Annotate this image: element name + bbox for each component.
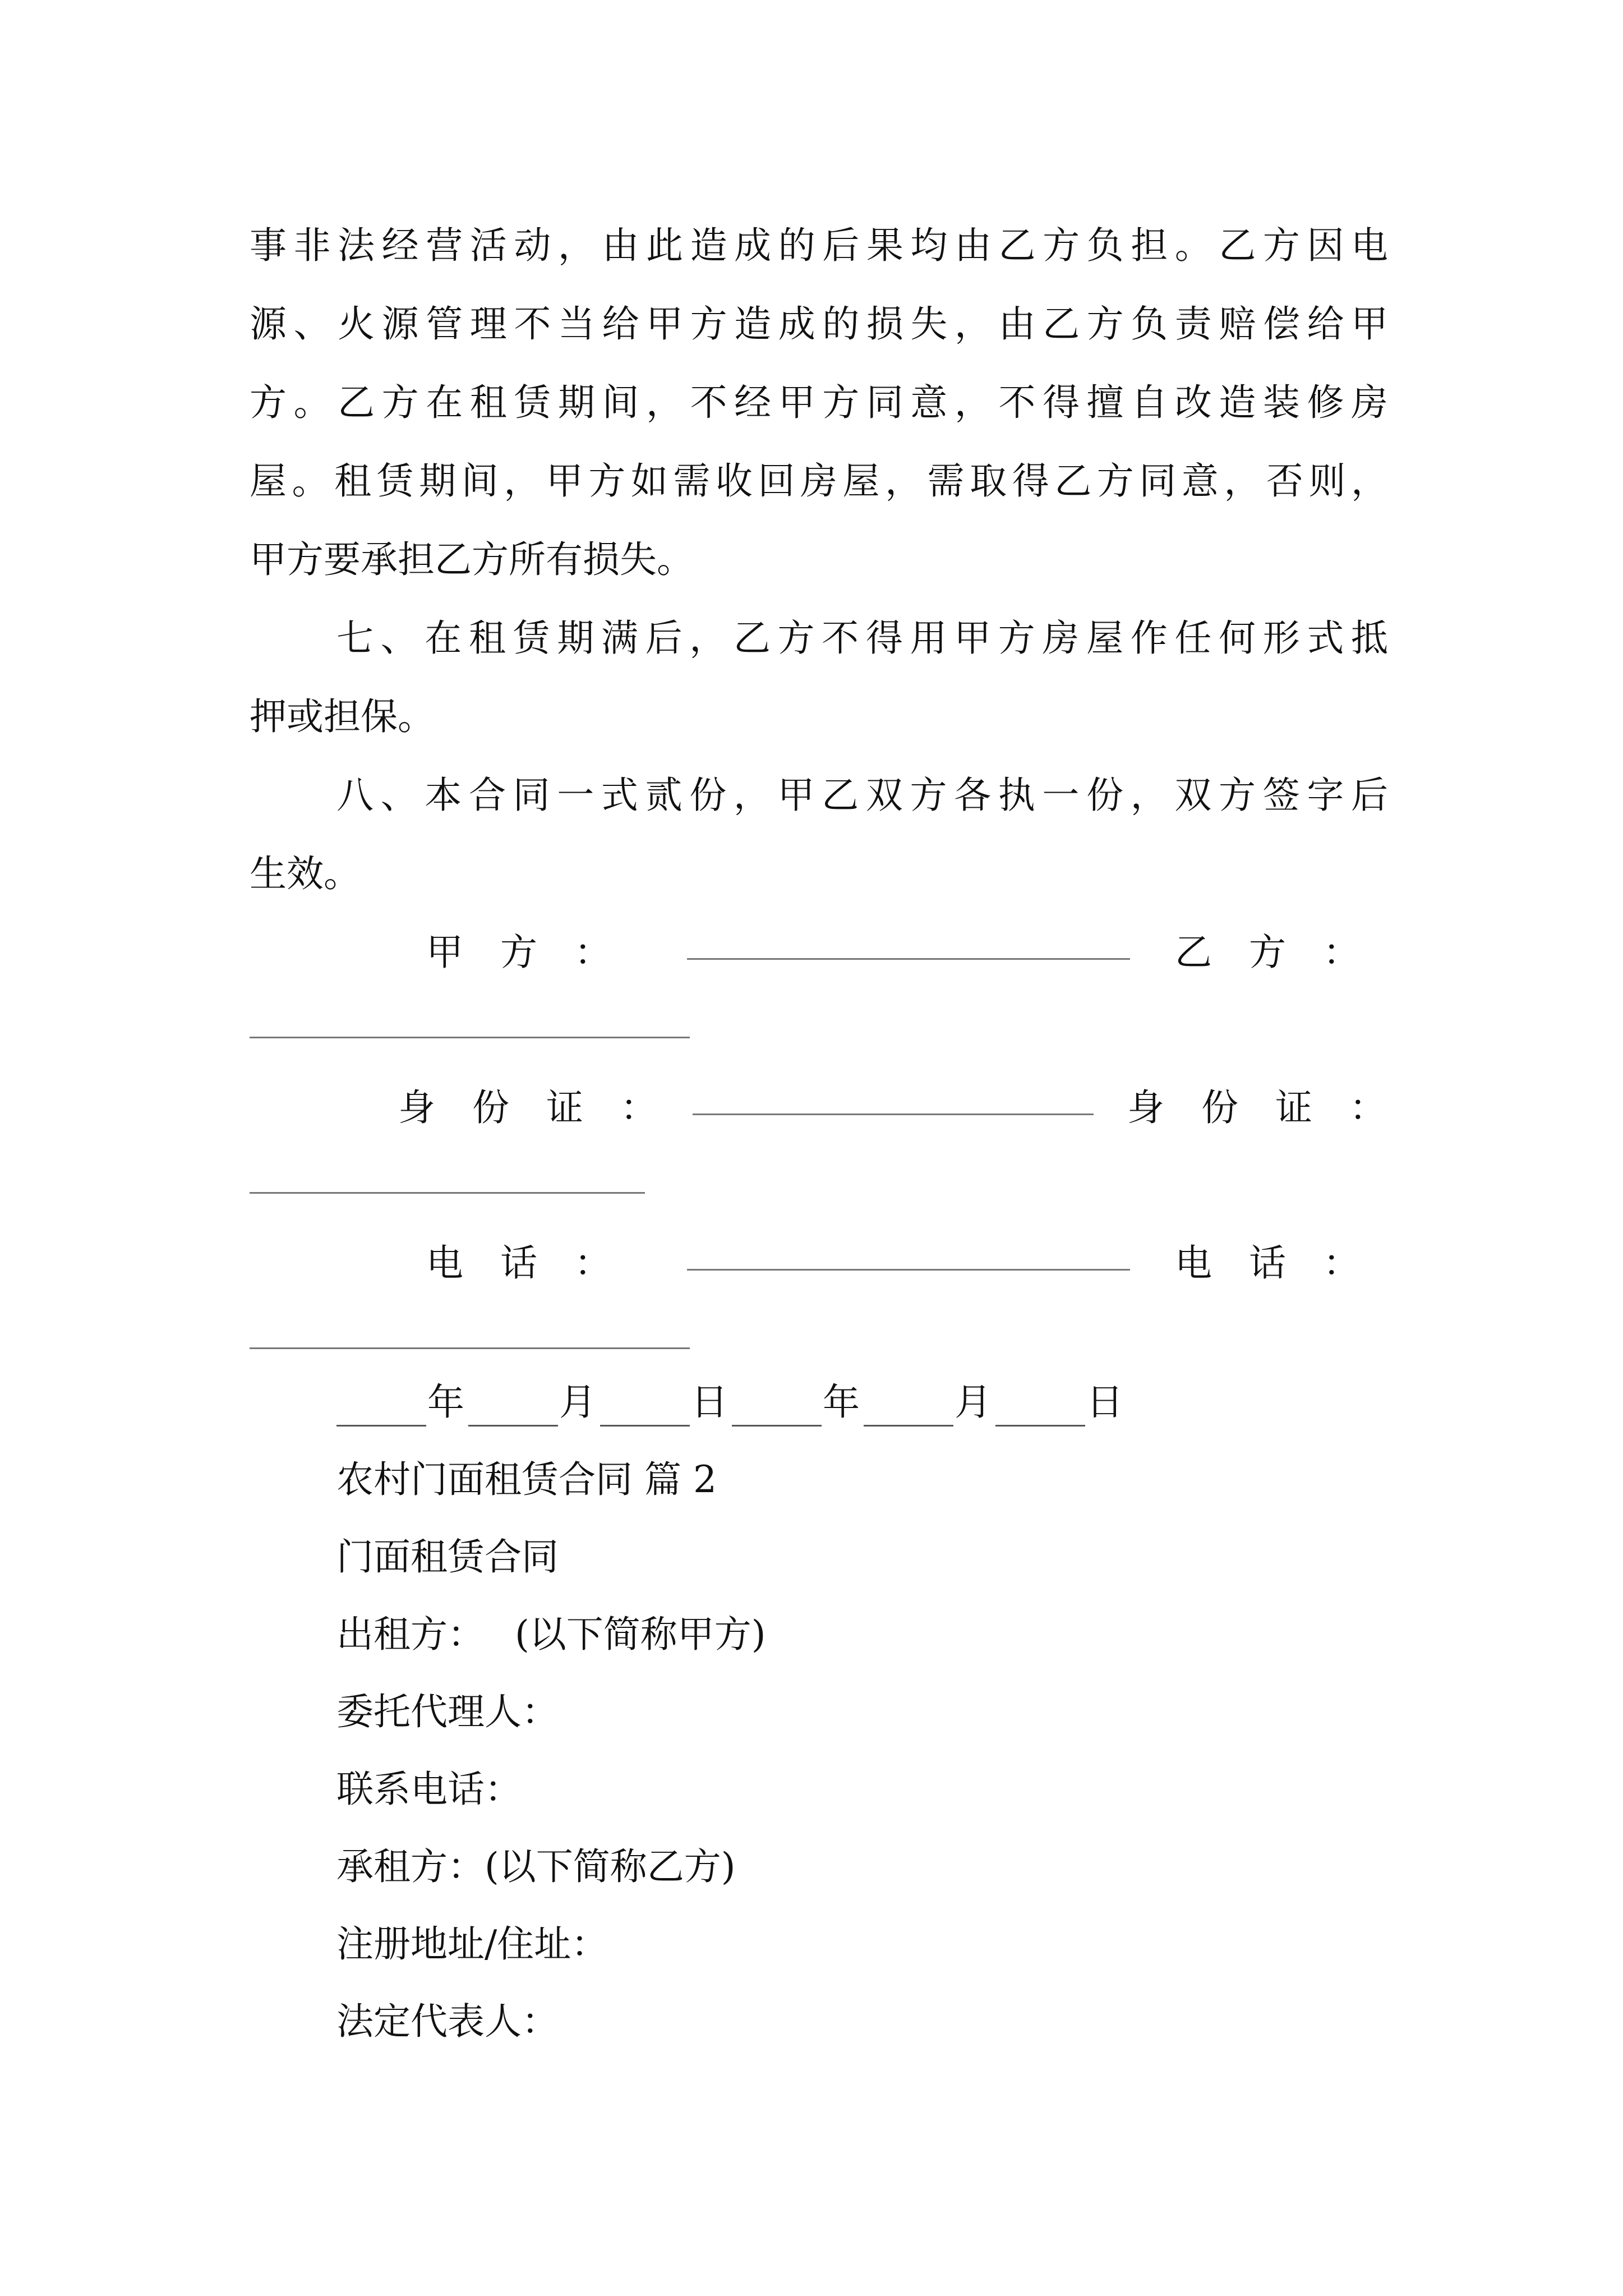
party-a-label: 甲 方 ： — [426, 931, 611, 974]
date-blank — [336, 1425, 426, 1427]
paragraph-line: 屋。租赁期间，甲方如需收回房屋，需取得乙方同意，否则， — [250, 459, 1388, 503]
contract-subtitle: 门面租赁合同 — [336, 1535, 559, 1579]
date-blank — [600, 1425, 690, 1427]
lessor-field: 出租方： (以下简称甲方) — [336, 1613, 766, 1656]
party-b-label: 乙 方 ： — [1175, 931, 1360, 974]
year-label: 年 — [823, 1381, 860, 1424]
id-a-label: 身 份 证 ： — [398, 1086, 657, 1129]
legal-rep-field: 法定代表人： — [336, 2000, 559, 2043]
id-b-label: 身 份 证 ： — [1127, 1086, 1386, 1129]
id-b-signature-line — [250, 1192, 645, 1194]
clause-8-line-1: 八、本合同一式贰份，甲乙双方各执一份，双方签字后 — [336, 774, 1388, 817]
paragraph-line: 源、火源管理不当给甲方造成的损失，由乙方负责赔偿给甲 — [250, 302, 1388, 346]
month-label: 月 — [955, 1381, 992, 1424]
party-b-signature-line — [250, 1037, 690, 1038]
clause-7-line-1: 七、在租赁期满后，乙方不得用甲方房屋作任何形式抵 — [336, 616, 1388, 660]
phone-a-signature-line — [687, 1269, 1130, 1271]
agent-field: 委托代理人： — [336, 1690, 559, 1733]
date-blank — [732, 1425, 822, 1427]
paragraph-line: 事非法经营活动，由此造成的后果均由乙方负担。乙方因电 — [250, 224, 1388, 267]
section-title: 农村门面租赁合同 篇 2 — [336, 1458, 717, 1501]
phone-a-label: 电 话 ： — [426, 1241, 611, 1285]
party-a-signature-line — [687, 958, 1130, 960]
day-label: 日 — [691, 1381, 728, 1424]
clause-8-line-2: 生效。 — [250, 852, 361, 895]
date-blank — [864, 1425, 953, 1427]
date-blank — [995, 1425, 1085, 1427]
paragraph-line: 甲方要承担乙方所有损失。 — [250, 538, 694, 581]
phone-field: 联系电话： — [336, 1768, 522, 1811]
clause-7-line-2: 押或担保。 — [250, 695, 435, 738]
year-label: 年 — [427, 1381, 464, 1424]
day-label: 日 — [1086, 1381, 1123, 1424]
address-field: 注册地址/住址： — [336, 1922, 608, 1966]
phone-b-label: 电 话 ： — [1175, 1241, 1360, 1285]
id-a-signature-line — [693, 1114, 1094, 1115]
lessee-field: 承租方：(以下简称乙方) — [336, 1845, 736, 1888]
date-blank — [468, 1425, 558, 1427]
paragraph-line: 方。乙方在租赁期间，不经甲方同意，不得擅自改造装修房 — [250, 381, 1388, 424]
phone-b-signature-line — [250, 1347, 690, 1349]
month-label: 月 — [559, 1381, 596, 1424]
